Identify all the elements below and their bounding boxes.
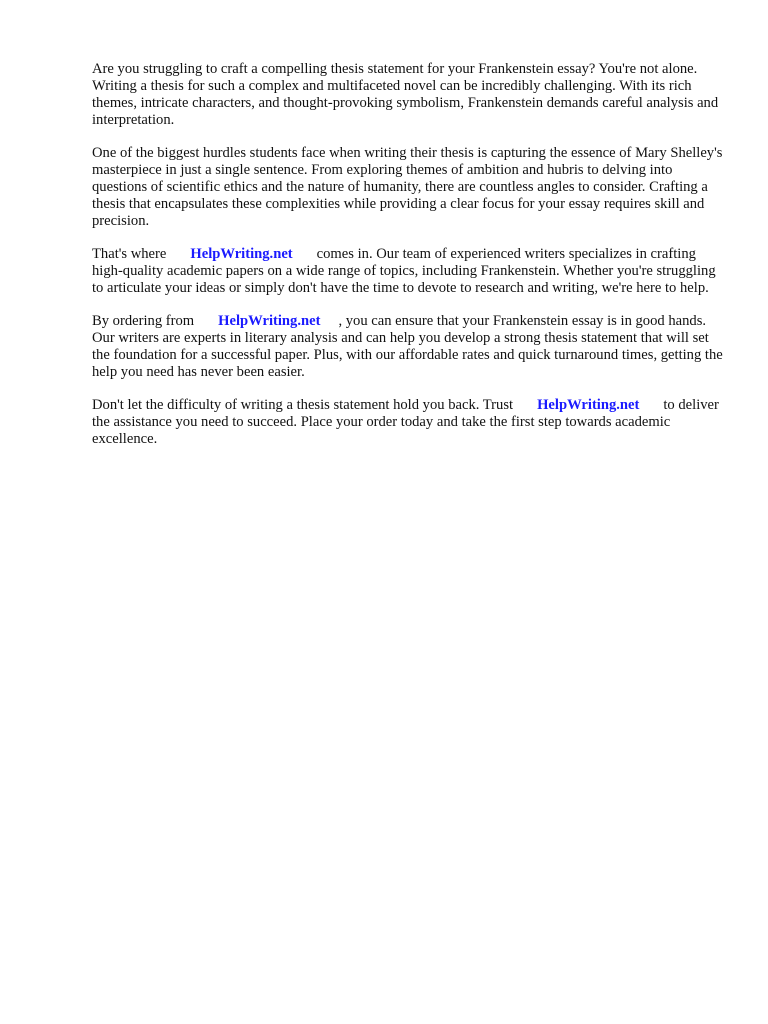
paragraph-intro (92, 61, 724, 129)
paragraph-closing (92, 397, 724, 448)
helpwriting-link[interactable]: HelpWriting.net (190, 246, 293, 262)
paragraph-text-after: comes in. Our team of experienced writers specializes in crafting high-quality academic papers on a wide range of topics, including Frankenstein. Whether you're struggling to articulate your ideas or simply don't have the time to devote to research and writing, we're here to help. (92, 246, 716, 296)
paragraph-text-before: Don't let the difficulty of writing a thesis statement hold you back. Trust (92, 397, 514, 413)
paragraph-text-after: to deliver the assistance you need to succeed. Place your order today and take the first step towards academic excellence. (92, 397, 719, 447)
helpwriting-link[interactable]: HelpWriting.net (218, 313, 321, 329)
paragraph-text-before: By ordering from (92, 313, 195, 329)
paragraph-service (92, 246, 724, 297)
paragraph-text: One of the biggest hurdles students face when writing their thesis is capturing the essence of Mary Shelley's masterpiece in just a single sentence. From exploring themes of ambition and hubris to delving into questions of scientific ethics and the nature of humanity, there are countless angles to consider. Crafting a thesis that encapsulates these complexities while providing a clear focus for your essay requires skill and precision. (92, 145, 723, 229)
paragraph-text-before: That's where (92, 246, 167, 262)
paragraph-text-after: , you can ensure that your Frankenstein essay is in good hands. Our writers are experts in literary analysis and can help you develop a strong thesis statement that will set the foundation for a successful paper. Plus, with our affordable rates and quick turnaround times, getting the help you need has never been easier. (92, 313, 723, 380)
document-body (92, 61, 724, 464)
paragraph-text: Are you struggling to craft a compelling thesis statement for your Frankenstein essay? You're not alone. Writing a thesis for such a complex and multifaceted novel can be incredibly challenging. With its rich themes, intricate characters, and thought-provoking symbolism, Frankenstein demands careful analysis and interpretation. (92, 61, 719, 128)
paragraph-ordering (92, 313, 724, 381)
paragraph-hurdles (92, 145, 724, 230)
helpwriting-link[interactable]: HelpWriting.net (537, 397, 640, 413)
